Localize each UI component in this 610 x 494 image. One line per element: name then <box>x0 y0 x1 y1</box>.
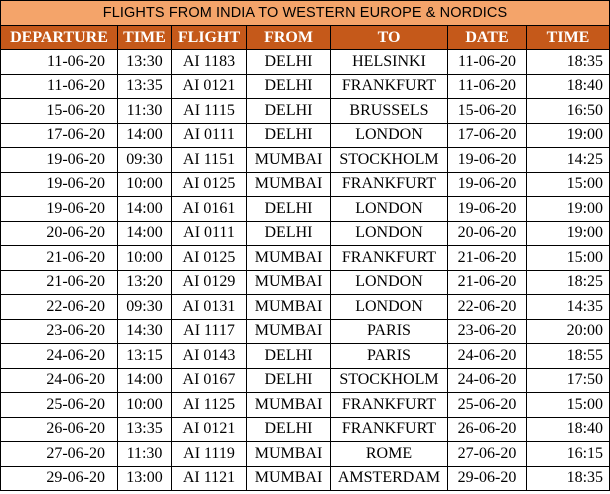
arrival-time-cell: 17:50 <box>527 368 610 393</box>
arrival-date-cell: 21-06-20 <box>448 270 527 295</box>
to-cell: LONDON <box>331 221 448 246</box>
flight-cell: AI 0111 <box>172 221 247 246</box>
to-cell: HELSINKI <box>331 50 448 75</box>
from-cell: DELHI <box>247 74 331 99</box>
table-row <box>1 319 610 344</box>
to-cell: PARIS <box>331 344 448 369</box>
from-cell: MUMBAI <box>247 393 331 418</box>
flight-cell: AI 1183 <box>172 50 247 75</box>
from-cell: DELHI <box>247 368 331 393</box>
table-body <box>1 50 610 491</box>
departure-date-cell: 26-06-20 <box>1 417 118 442</box>
departure-time-cell: 09:30 <box>118 148 172 173</box>
departure-date-cell: 21-06-20 <box>1 270 118 295</box>
from-cell: MUMBAI <box>247 442 331 467</box>
departure-time-cell: 09:30 <box>118 295 172 320</box>
departure-date-cell: 11-06-20 <box>1 50 118 75</box>
arrival-time-cell: 18:35 <box>527 50 610 75</box>
to-cell: LONDON <box>331 295 448 320</box>
to-cell: PARIS <box>331 319 448 344</box>
to-cell: LONDON <box>331 270 448 295</box>
table-row <box>1 99 610 124</box>
to-cell: STOCKHOLM <box>331 368 448 393</box>
departure-date-cell: 24-06-20 <box>1 368 118 393</box>
arrival-time-cell: 15:00 <box>527 172 610 197</box>
table-row <box>1 246 610 271</box>
to-cell: BRUSSELS <box>331 99 448 124</box>
from-cell: MUMBAI <box>247 466 331 491</box>
arrival-date-cell: 29-06-20 <box>448 466 527 491</box>
flight-cell: AI 0121 <box>172 417 247 442</box>
departure-date-cell: 25-06-20 <box>1 393 118 418</box>
departure-time-cell: 10:00 <box>118 172 172 197</box>
arrival-date-cell: 24-06-20 <box>448 368 527 393</box>
arrival-date-cell: 21-06-20 <box>448 246 527 271</box>
header-flight: FLIGHT <box>172 26 247 50</box>
arrival-date-cell: 26-06-20 <box>448 417 527 442</box>
arrival-date-cell: 17-06-20 <box>448 123 527 148</box>
departure-time-cell: 13:30 <box>118 50 172 75</box>
from-cell: DELHI <box>247 221 331 246</box>
departure-time-cell: 10:00 <box>118 246 172 271</box>
arrival-date-cell: 24-06-20 <box>448 344 527 369</box>
departure-date-cell: 11-06-20 <box>1 74 118 99</box>
to-cell: ROME <box>331 442 448 467</box>
header-from: FROM <box>247 26 331 50</box>
flight-cell: AI 0129 <box>172 270 247 295</box>
departure-time-cell: 14:00 <box>118 221 172 246</box>
flight-cell: AI 0143 <box>172 344 247 369</box>
table-title: FLIGHTS FROM INDIA TO WESTERN EUROPE & NORDICS <box>1 1 610 26</box>
flight-cell: AI 0125 <box>172 246 247 271</box>
arrival-time-cell: 16:50 <box>527 99 610 124</box>
departure-time-cell: 10:00 <box>118 393 172 418</box>
departure-date-cell: 15-06-20 <box>1 99 118 124</box>
departure-time-cell: 13:35 <box>118 74 172 99</box>
departure-date-cell: 23-06-20 <box>1 319 118 344</box>
header-time: TIME <box>118 26 172 50</box>
table-row <box>1 344 610 369</box>
table-row <box>1 270 610 295</box>
to-cell: LONDON <box>331 123 448 148</box>
arrival-time-cell: 19:00 <box>527 221 610 246</box>
to-cell: STOCKHOLM <box>331 148 448 173</box>
arrival-time-cell: 15:00 <box>527 393 610 418</box>
departure-date-cell: 24-06-20 <box>1 344 118 369</box>
flight-cell: AI 1125 <box>172 393 247 418</box>
table-row <box>1 417 610 442</box>
departure-time-cell: 13:00 <box>118 466 172 491</box>
table-row <box>1 442 610 467</box>
departure-date-cell: 22-06-20 <box>1 295 118 320</box>
from-cell: MUMBAI <box>247 319 331 344</box>
flight-cell: AI 0131 <box>172 295 247 320</box>
from-cell: DELHI <box>247 99 331 124</box>
flight-cell: AI 0121 <box>172 74 247 99</box>
departure-time-cell: 11:30 <box>118 442 172 467</box>
departure-date-cell: 19-06-20 <box>1 172 118 197</box>
from-cell: MUMBAI <box>247 172 331 197</box>
table-row <box>1 172 610 197</box>
departure-date-cell: 19-06-20 <box>1 197 118 222</box>
arrival-time-cell: 20:00 <box>527 319 610 344</box>
from-cell: DELHI <box>247 123 331 148</box>
flight-cell: AI 1115 <box>172 99 247 124</box>
to-cell: FRANKFURT <box>331 246 448 271</box>
arrival-time-cell: 19:00 <box>527 123 610 148</box>
header-date: DATE <box>448 26 527 50</box>
arrival-date-cell: 20-06-20 <box>448 221 527 246</box>
flight-cell: AI 0161 <box>172 197 247 222</box>
departure-time-cell: 13:20 <box>118 270 172 295</box>
departure-date-cell: 20-06-20 <box>1 221 118 246</box>
from-cell: MUMBAI <box>247 148 331 173</box>
header-row <box>1 26 610 50</box>
arrival-time-cell: 19:00 <box>527 197 610 222</box>
table-row <box>1 197 610 222</box>
arrival-time-cell: 14:35 <box>527 295 610 320</box>
from-cell: DELHI <box>247 197 331 222</box>
arrival-date-cell: 27-06-20 <box>448 442 527 467</box>
arrival-time-cell: 18:55 <box>527 344 610 369</box>
flight-cell: AI 0111 <box>172 123 247 148</box>
departure-time-cell: 14:30 <box>118 319 172 344</box>
departure-time-cell: 11:30 <box>118 99 172 124</box>
flight-cell: AI 1151 <box>172 148 247 173</box>
table-row <box>1 50 610 75</box>
arrival-date-cell: 22-06-20 <box>448 295 527 320</box>
arrival-date-cell: 19-06-20 <box>448 172 527 197</box>
arrival-time-cell: 15:00 <box>527 246 610 271</box>
header-arrival-time: TIME <box>527 26 610 50</box>
flight-cell: AI 1117 <box>172 319 247 344</box>
from-cell: DELHI <box>247 417 331 442</box>
departure-time-cell: 13:15 <box>118 344 172 369</box>
departure-date-cell: 29-06-20 <box>1 466 118 491</box>
table-row <box>1 393 610 418</box>
departure-date-cell: 27-06-20 <box>1 442 118 467</box>
to-cell: LONDON <box>331 197 448 222</box>
table-row <box>1 74 610 99</box>
from-cell: MUMBAI <box>247 295 331 320</box>
departure-date-cell: 21-06-20 <box>1 246 118 271</box>
departure-time-cell: 13:35 <box>118 417 172 442</box>
arrival-time-cell: 18:40 <box>527 417 610 442</box>
flight-cell: AI 1121 <box>172 466 247 491</box>
arrival-time-cell: 14:25 <box>527 148 610 173</box>
arrival-time-cell: 16:15 <box>527 442 610 467</box>
arrival-date-cell: 25-06-20 <box>448 393 527 418</box>
arrival-date-cell: 19-06-20 <box>448 197 527 222</box>
departure-time-cell: 14:00 <box>118 368 172 393</box>
arrival-date-cell: 23-06-20 <box>448 319 527 344</box>
to-cell: FRANKFURT <box>331 172 448 197</box>
flight-cell: AI 1119 <box>172 442 247 467</box>
table-row <box>1 148 610 173</box>
table-row <box>1 295 610 320</box>
to-cell: AMSTERDAM <box>331 466 448 491</box>
departure-date-cell: 19-06-20 <box>1 148 118 173</box>
from-cell: MUMBAI <box>247 246 331 271</box>
from-cell: DELHI <box>247 50 331 75</box>
from-cell: DELHI <box>247 344 331 369</box>
arrival-time-cell: 18:40 <box>527 74 610 99</box>
arrival-date-cell: 11-06-20 <box>448 74 527 99</box>
arrival-date-cell: 15-06-20 <box>448 99 527 124</box>
arrival-date-cell: 19-06-20 <box>448 148 527 173</box>
table-row <box>1 368 610 393</box>
flight-cell: AI 0125 <box>172 172 247 197</box>
from-cell: MUMBAI <box>247 270 331 295</box>
arrival-time-cell: 18:35 <box>527 466 610 491</box>
to-cell: FRANKFURT <box>331 393 448 418</box>
arrival-time-cell: 18:25 <box>527 270 610 295</box>
flight-cell: AI 0167 <box>172 368 247 393</box>
departure-time-cell: 14:00 <box>118 197 172 222</box>
departure-time-cell: 14:00 <box>118 123 172 148</box>
header-departure: DEPARTURE <box>1 26 118 50</box>
arrival-date-cell: 11-06-20 <box>448 50 527 75</box>
table-row <box>1 466 610 491</box>
header-to: TO <box>331 26 448 50</box>
table-row <box>1 221 610 246</box>
table-row <box>1 123 610 148</box>
departure-date-cell: 17-06-20 <box>1 123 118 148</box>
to-cell: FRANKFURT <box>331 74 448 99</box>
to-cell: FRANKFURT <box>331 417 448 442</box>
title-row <box>1 1 610 26</box>
